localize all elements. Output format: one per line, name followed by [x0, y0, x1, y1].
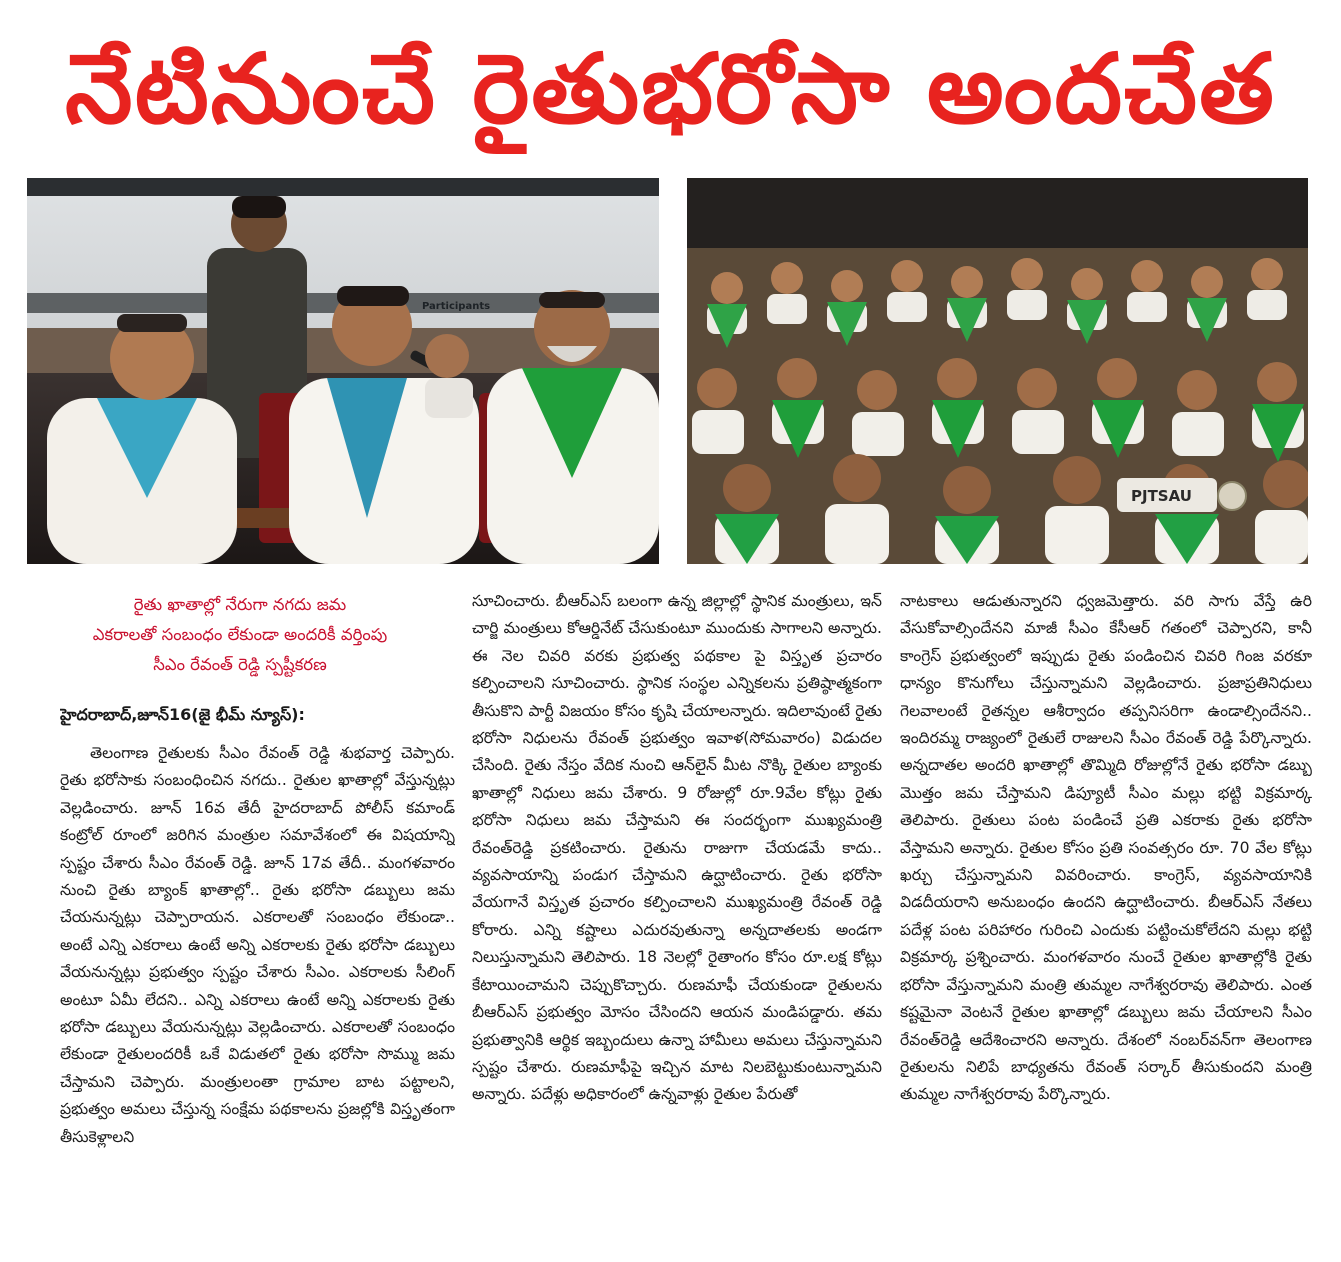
pjtsau-banner-text: PJTSAU [1131, 487, 1192, 505]
article-column-2: సూచించారు. బీఆర్ఎస్ బలంగా ఉన్న జిల్లాల్లో స్థానిక మంత్రులు, ఇన్ చార్జి మంత్రులు కోఆర్డినేట్ చేసుకుంటూ ముందుకు సాగాలని అన్నారు. ఈ నెల చివరి వరకు ప్రభుత్వ పథకాల పై విస్తృత ప్రచారం కల్పించాలని సూచించారు. స్థానిక సంస్థల ఎన్నికలను ప్రతిష్ఠాత్మకంగా తీసుకొని పార్టీ విజయం కోసం కృషి చేయాలన్నారు. ఇదిలావుంటే రైతు భరోసా నిధులను రేవంత్ ప్రభుత్వం ఇవాళ(సోమవారం) విడుదల చేసింది. రైతు నేస్తం వేదిక నుంచి ఆన్‌లైన్ మీట నొక్కి రైతుల బ్యాంకు ఖాతాల్లో నిధులు జమ చేశారు. 9 రోజుల్లో రూ.9వేల కోట్లు రైతు భరోసా నిధులు జమ చేస్తామని ఈ సందర్భంగా ముఖ్యమంత్రి రేవంత్‌రెడ్డి ప్రకటించారు. రైతును రాజుగా చేయడమే కాదు.. వ్యవసాయాన్ని పండుగ చేస్తామని ఉద్ఘాటించారు. రైతు భరోసా వేయగానే విస్తృత ప్రచారం కల్పించాలని ముఖ్యమంత్రి రేవంత్ రెడ్డి కోరారు. ఎన్ని కష్టాలు ఎదురవుతున్నా అన్నదాతలకు అండగా నిలుస్తున్నామని తెలిపారు. 18 నెలల్లో రైతాంగం కోసం రూ.లక్ష కోట్లు కేటాయించామని చెప్పుకొచ్చారు. రుణమాఫీ చేయకుండా రైతులను బీఆర్ఎస్ ప్రభుత్వం మోసం చేసిందని ఆయన మండిపడ్డారు. తమ ప్రభుత్వానికి ఆర్థిక ఇబ్బందులు ఉన్నా హామీలు అమలు చేస్తున్నామని స్పష్టం చేశారు. రుణమాఫీపై ఇచ్చిన మాట నిలబెట్టుకుంటున్నామని అన్నారు. పదేళ్లు అధికారంలో ఉన్నవాళ్లు రైతుల పేరుతో [472, 592, 882, 1104]
article-column-1: తెలంగాణ రైతులకు సీఎం రేవంత్ రెడ్డి శుభవార్త చెప్పారు. రైతు భరోసాకు సంబంధించిన నగదు.. రైతుల ఖాతాల్లో వేస్తున్నట్లు వెల్లడించారు. జూన్ 16వ తేదీ హైదరాబాద్ పోలీస్ కమాండ్ కంట్రోల్ రూంలో జరిగిన మంత్రుల సమావేశంలో ఈ విషయాన్ని స్పష్టం చేశారు సీఎం రేవంత్ రెడ్డి. జూన్ 17వ తేదీ.. మంగళవారం నుంచి రైతు బ్యాంక్ ఖాతాల్లో.. రైతు భరోసా డబ్బులు జమ చేయనున్నట్లు చెప్పారాయన. ఎకరాలతో సంబంధం లేకుండా.. అంటే ఎన్ని ఎకరాలు ఉంటే అన్ని ఎకరాలకు రైతు భరోసా డబ్బులు వేయనున్నట్లు ప్రభుత్వం స్పష్టం చేశారు సీఎం. ఎకరాలకు సీలింగ్ అంటూ ఏమీ లేదని.. ఎన్ని ఎకరాలు ఉంటే అన్ని ఎకరాలకు రైతు భరోసా డబ్బులు వేయనున్నట్లు వెల్లడించారు. ఎకరాలతో సంబంధం లేకుండా రైతులందరికీ ఒకే విడుతలో రైతు భరోసా సొమ్ము జమ చేస్తామని చెప్పారు. మంత్రులంతా గ్రామాల బాట పట్టాలని, ప్రభుత్వం అమలు చేస్తున్న సంక్షేమ పథకాలను ప్రజల్లోకి విస్తృతంగా తీసుకెళ్లాలని [60, 744, 455, 1146]
screen-label-participants: Participants [422, 301, 491, 312]
photo-farmers-audience [687, 178, 1308, 564]
subheadlines [27, 590, 453, 680]
subhead-1: రైతు ఖాతాల్లో నేరుగా నగదు జమ [133, 595, 347, 614]
subhead-2: ఎకరాలతో సంబంధం లేకుండా అందరికీ వర్తింపు [92, 625, 388, 644]
photo-stage-ministers [27, 178, 659, 564]
subhead-3: సీఎం రేవంత్ రెడ్డి స్పష్టీకరణ [153, 655, 327, 674]
dateline: హైదరాబాద్,జూన్16(జై భీమ్ న్యూస్): [60, 705, 305, 724]
headline: నేటినుంచే రైతుభరోసా అందచేత [65, 33, 1276, 145]
article-column-3: నాటకాలు ఆడుతున్నారని ధ్వజమెత్తారు. వరి సాగు వేస్తే ఉరి వేసుకోవాల్సిందేనని మాజీ సీఎం కేసీఆర్ గతంలో చెప్పారని, కానీ కాంగ్రెస్ ప్రభుత్వంలో ఇప్పుడు రైతు పండించిన చివరి గింజ వరకూ ధాన్యం కొనుగోలు చేస్తున్నామని వెల్లడించారు. ప్రజాప్రతినిధులు గెలవాలంటే రైతన్నల ఆశీర్వాదం తప్పనిసరిగా ఉండాల్సిందేనని.. ఇందిరమ్మ రాజ్యంలో రైతులే రాజులని సీఎం రేవంత్ రెడ్డి పేర్కొన్నారు. అన్నదాతల అందరి ఖాతాల్లో తొమ్మిది రోజుల్లోనే రైతు భరోసా డబ్బు మొత్తం జమ చేస్తామని డిప్యూటీ సీఎం మల్లు భట్టి విక్రమార్క తెలిపారు. రైతులు పంట పండించే ప్రతి ఎకరాకు రైతు భరోసా వేస్తామని అన్నారు. రైతుల కోసం ప్రతి సంవత్సరం రూ. 70 వేల కోట్లు ఖర్చు చేస్తున్నామని వివరించారు. కాంగ్రెస్, వ్యవసాయానికి విడదీయరాని అనుబంధం ఉందని ఉద్ఘాటించారు. బీఆర్ఎస్ నేతలు పదేళ్ల పంట పరిహారం గురించి ఎందుకు పట్టించుకోలేదని మల్లు భట్టి విక్రమార్క ప్రశ్నించారు. మంగళవారం నుంచే రైతుల ఖాతాల్లోకి రైతు భరోసా వేస్తున్నామని మంత్రి తుమ్మల నాగేశ్వరరావు తెలిపారు. ఎంత కష్టమైనా వెంటనే రైతుల ఖాతాల్లో డబ్బులు జమ చేయాలని సీఎం రేవంత్‌రెడ్డి ఆదేశించారని అన్నారు. దేశంలో నంబర్‌వన్‌గా తెలంగాణ రైతులను నిలిపే బాధ్యతను రేవంత్ సర్కార్ తీసుకుందని మంత్రి తుమ్మల నాగేశ్వరరావు పేర్కొన్నారు. [900, 592, 1312, 1104]
